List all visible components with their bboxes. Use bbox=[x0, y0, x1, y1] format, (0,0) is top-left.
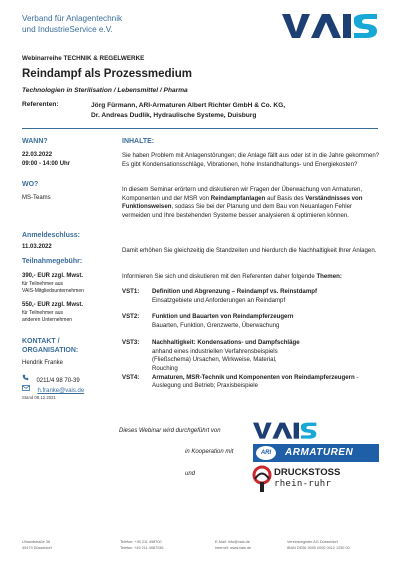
contact-heading-1: KONTAKT / bbox=[22, 338, 60, 345]
vst4-title-rest: - Auslegung und Betrieb; Praxisbeispiele bbox=[152, 374, 359, 390]
p2-bold-reindampf: Reindampfanlagen bbox=[210, 194, 266, 202]
org-line-1: Verband für Anlagentechnik bbox=[22, 14, 123, 23]
footer-address bbox=[22, 540, 52, 551]
event-date: 22.03.2022 bbox=[22, 152, 53, 158]
ari-badge bbox=[256, 446, 276, 460]
mail-icon bbox=[22, 385, 30, 391]
fee-nonmember-note-1: für Teilnehmer aus bbox=[22, 310, 64, 316]
organization-name bbox=[22, 13, 222, 35]
vst3-sub: anhand eines industriellen Verfahrensbeispiels (Fließschema) Ursachen, Wirkweise, Material, Rouching bbox=[152, 348, 278, 372]
contact-email-link[interactable]: h.franke@vais.de bbox=[37, 388, 85, 394]
ari-name: ARMATUREN bbox=[285, 447, 354, 458]
page-subtitle: Technologien in Sterilisation / Lebensmittel / Pharma bbox=[22, 87, 188, 94]
topics-intro bbox=[122, 273, 384, 282]
footer-iban: IBAN DE56 3005 0000 0012 1250 00 bbox=[287, 545, 350, 550]
event-time: 09:00 - 14:00 Uhr bbox=[22, 161, 71, 167]
intro-text: Informieren Sie sich und diskutieren mit den Referenten daher folgende bbox=[122, 273, 317, 280]
contact-heading-2: ORGANISATION: bbox=[22, 346, 79, 354]
footer-fax: Telefax: +49 211 4987036 bbox=[120, 545, 164, 550]
partner-line-2: in Kooperation mit bbox=[185, 449, 234, 455]
vst1-code: VST1: bbox=[122, 288, 140, 295]
ari-badge-text: ARI bbox=[260, 450, 272, 456]
referent-2: Dr. Andreas Dudlik, Hydraulische Systeme, Duisburg bbox=[91, 111, 257, 119]
fee-member-value: 390,- EUR zzgl. Mwst. bbox=[22, 273, 84, 279]
divider bbox=[22, 128, 378, 129]
anmeldeschluss-heading: Anmeldeschluss: bbox=[22, 232, 80, 239]
footer-internet: Internet: www.vais.de bbox=[215, 545, 252, 550]
footer-address-2: 40479 Düsseldorf bbox=[22, 545, 52, 550]
vais-partner-logo bbox=[253, 421, 317, 439]
referents-names bbox=[91, 101, 285, 120]
fee-nonmember-note-2: anderen Unternehmen bbox=[22, 317, 73, 323]
footer-address-1: Uhlandstraße 36 bbox=[22, 540, 51, 544]
content-paragraph-2 bbox=[122, 186, 380, 220]
contact-phone: 0211/4 98 70-39 bbox=[36, 378, 80, 384]
wann-heading: WANN? bbox=[22, 138, 48, 145]
footer-web bbox=[215, 540, 251, 551]
vst2-sub: Bauarten, Funktion, Grenzwerte, Überwachung bbox=[152, 322, 280, 329]
vst1-sub: Einsatzgebiete und Anforderungen an Reindampf bbox=[152, 297, 286, 304]
wo-heading: WO? bbox=[22, 181, 39, 188]
vst4-code: VST4: bbox=[122, 374, 140, 381]
footer-email: E-Mail: info@vais.de bbox=[215, 540, 250, 544]
content-paragraph-1: Sie haben Problem mit Anlagenstörungen; die Anlage fällt aus oder ist in die Jahre gekommen? Es gibt Kondensationsschläge, Vibrationen, hohe Instandhaltungs- und Energiekosten? bbox=[122, 152, 380, 168]
series-label: Webinarreihe TECHNIK & REGELWERKE bbox=[22, 55, 145, 62]
content-paragraph-3: Damit erhöhen Sie gleichzeitig die Standzeiten und hierdurch die Nachhaltigkeit Ihrer Anlagen. bbox=[122, 247, 377, 254]
druckstoss-mark bbox=[252, 465, 272, 493]
vst3-code: VST3: bbox=[122, 339, 140, 346]
registration-deadline: 11.03.2022 bbox=[22, 244, 52, 250]
vais-logo bbox=[282, 12, 378, 38]
vst3-title: Nachhaltigkeit: Kondensations- und Dampfschläge bbox=[152, 339, 300, 346]
partner-line-1: Dieses Webinar wird durchgeführt von bbox=[119, 428, 221, 434]
vst4-title-bold: Armaturen, MSR-Technik und Komponenten von Reindampferzeugern bbox=[152, 374, 355, 381]
vst2-code: VST2: bbox=[122, 313, 140, 320]
druckstoss-logo bbox=[252, 465, 380, 493]
event-location: MS-Teams bbox=[22, 195, 51, 201]
druckstoss-region: rhein-ruhr bbox=[274, 479, 332, 489]
footer-register: Vereinsregister AG Düsseldorf bbox=[287, 540, 338, 544]
partner-line-3: und bbox=[185, 471, 196, 477]
contact-name: Hendrik Franke bbox=[22, 360, 64, 366]
page-title: Reindampf als Prozessmedium bbox=[22, 68, 192, 80]
referents-label: Referenten: bbox=[22, 101, 59, 108]
contact-heading bbox=[22, 338, 78, 355]
druckstoss-name: DRUCKSTOSS bbox=[274, 467, 341, 478]
fee-member-note-2: VAIS-Mitgliedsunternehmen bbox=[22, 288, 84, 294]
vst1-title: Definition und Abgrenzung – Reindampf vs. Reinstdampf bbox=[152, 288, 317, 295]
fee-heading: Teilnahmegebühr: bbox=[22, 258, 83, 265]
footer-legal bbox=[287, 540, 350, 551]
fee-member-note-1: für Teilnehmer aus bbox=[22, 281, 64, 287]
intro-themen: Themen: bbox=[316, 273, 342, 280]
footer-phone bbox=[120, 540, 164, 551]
vst4-title bbox=[152, 374, 380, 391]
p2-bold-verstaendnis: Verständnisses von Funktionsweisen bbox=[122, 194, 363, 211]
p2-text-a: In diesem Seminar erörtern und diskutieren wir Fragen der Überwachung von Armaturen, Komponenten und der MSR von bbox=[122, 186, 363, 202]
stand-date: Stand 08.12.2021 bbox=[22, 395, 56, 400]
inhalte-heading: INHALTE: bbox=[122, 138, 155, 145]
footer-phone-1: Telefon: +49 211 498700 bbox=[120, 540, 162, 544]
org-line-2: und IndustrieService e.V. bbox=[22, 25, 113, 34]
referent-1: Jörg Fürmann, ARI-Armaturen Albert Richter GmbH & Co. KG, bbox=[91, 102, 286, 109]
ari-armaturen-logo bbox=[253, 444, 379, 462]
vst2-title: Funktion und Bauarten von Reindampferzeugern bbox=[152, 313, 294, 320]
fee-nonmember-value: 550,- EUR zzgl. Mwst. bbox=[22, 302, 84, 308]
p2-text-c: auf Basis des bbox=[265, 194, 306, 202]
p2-text-e: , sodass Sie bei der Planung und dem Bau von Neuanlagen Fehler vermeiden und Ihre bestehenden Systeme besser analysieren & optimieren können. bbox=[122, 203, 353, 219]
